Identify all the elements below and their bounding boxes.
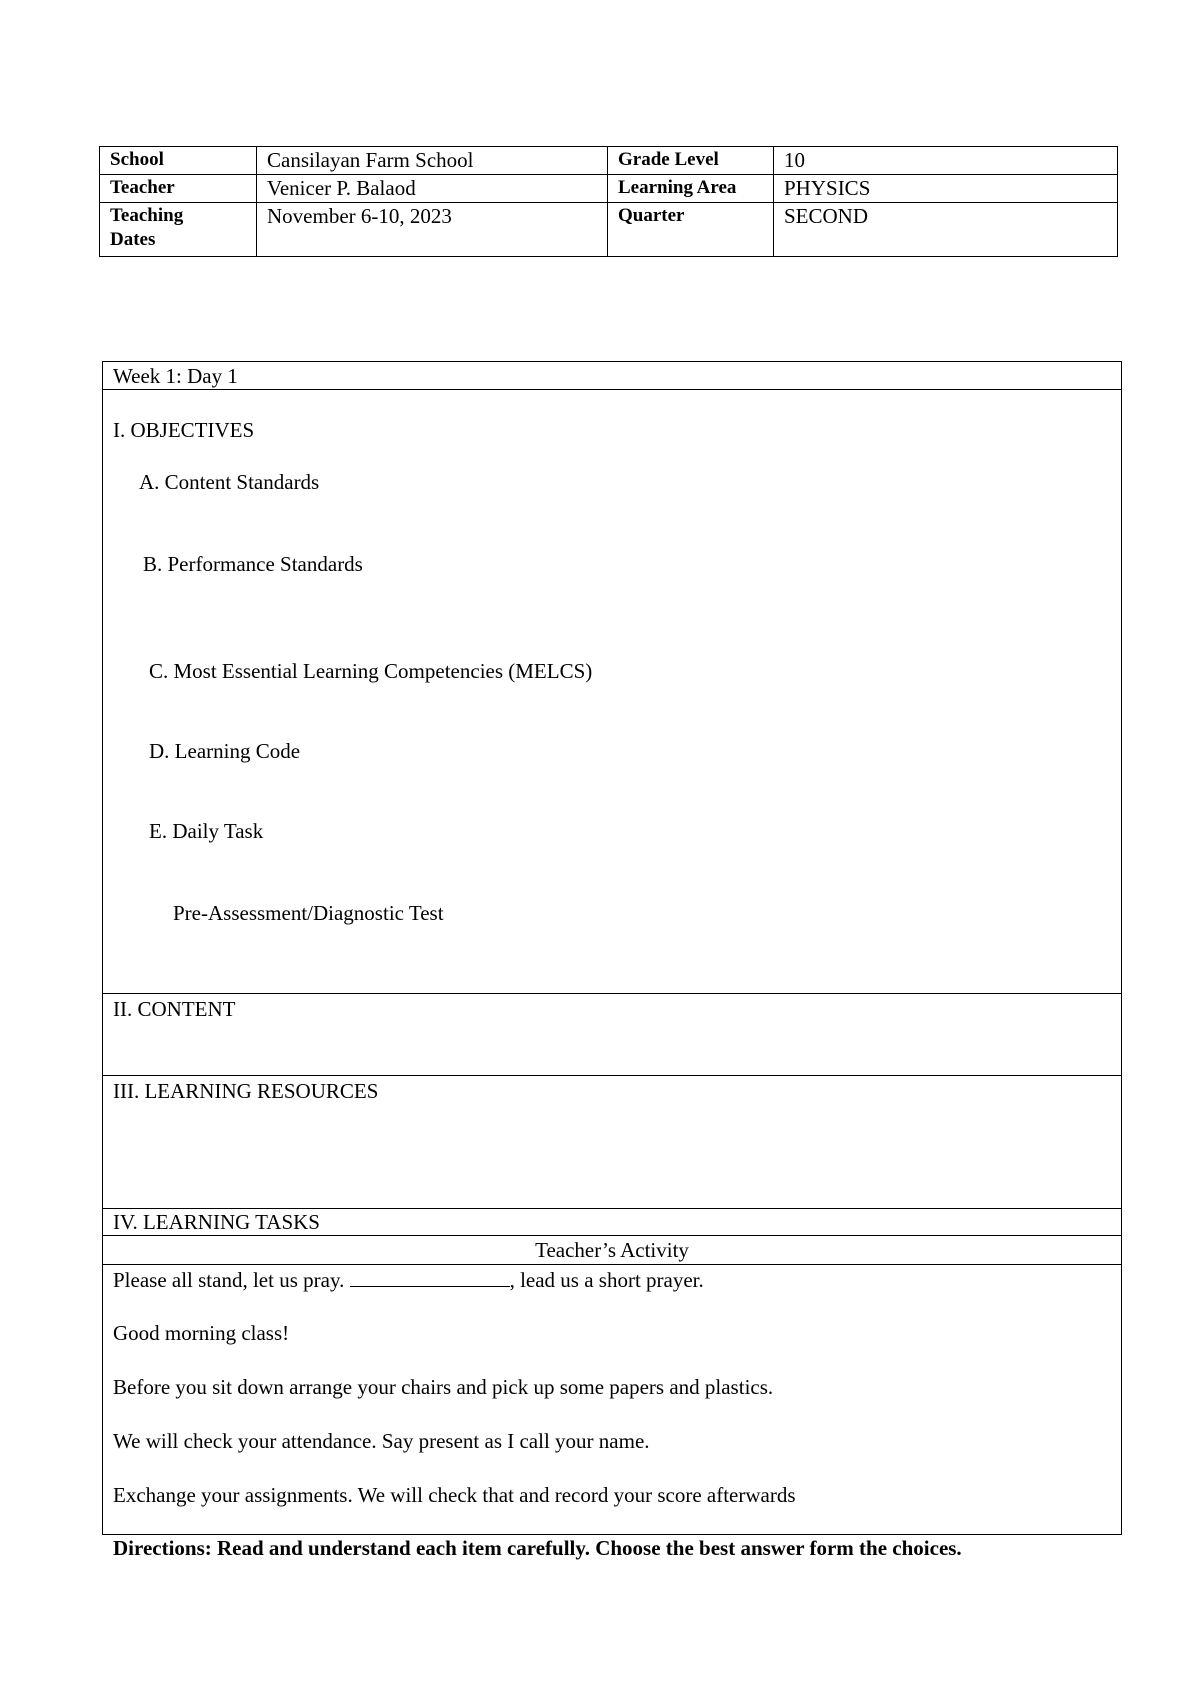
grade-level-label: Grade Level [608,147,774,175]
objectives-section [103,389,1121,994]
teaching-dates-label [100,203,257,257]
teachers-activity-row [103,1235,1121,1265]
greeting-line: Good morning class! [113,1321,290,1345]
week-day-row [103,362,1121,390]
grade-level-value: 10 [774,147,1118,175]
content-standards-label: A. Content Standards [139,470,320,494]
arrange-chairs-line: Before you sit down arrange your chairs and pick up some papers and plastics. [113,1375,774,1399]
prayer-leader-blank [350,1268,510,1287]
quarter-value: SECOND [774,203,1118,257]
prayer-line [113,1267,704,1293]
teaching-dates-value: November 6-10, 2023 [257,203,608,257]
lesson-plan-table [102,361,1122,1560]
learning-tasks-row [103,1208,1121,1236]
daily-task-label: E. Daily Task [149,819,264,843]
learning-code-label: D. Learning Code [149,739,301,763]
content-section [103,993,1121,1076]
content-heading: II. CONTENT [113,997,236,1021]
objectives-heading: I. OBJECTIVES [113,418,255,442]
attendance-line: We will check your attendance. Say present as I call your name. [113,1429,650,1453]
teachers-activity-heading: Teacher’s Activity [535,1238,689,1262]
activity-body [103,1264,1121,1560]
school-value: Cansilayan Farm School [257,147,608,175]
teacher-label: Teacher [100,175,257,203]
prayer-text-start: Please all stand, let us pray. [113,1268,345,1292]
teacher-value: Venicer P. Balaod [257,175,608,203]
header-row-teacher [100,175,1118,203]
melcs-label: C. Most Essential Learning Competencies (MELCS) [149,659,593,683]
teaching-dates-label-line1: Teaching [110,205,184,226]
header-row-school [100,147,1118,175]
learning-resources-heading: III. LEARNING RESOURCES [113,1079,379,1103]
performance-standards-label: B. Performance Standards [143,552,363,576]
directions-line: Directions: Read and understand each item carefully. Choose the best answer form the choices. [113,1536,962,1560]
learning-area-value: PHYSICS [774,175,1118,203]
header-row-dates [100,203,1118,257]
daily-task-value: Pre-Assessment/Diagnostic Test [173,901,444,925]
week-day-label: Week 1: Day 1 [113,364,238,388]
learning-tasks-heading: IV. LEARNING TASKS [113,1210,320,1234]
learning-area-label: Learning Area [608,175,774,203]
header-info-table [99,146,1118,257]
learning-resources-section [103,1075,1121,1209]
quarter-label: Quarter [608,203,774,257]
school-label: School [100,147,257,175]
assignments-line: Exchange your assignments. We will check that and record your score afterwards [113,1483,796,1507]
teaching-dates-label-line2: Dates [110,229,156,250]
prayer-text-end: , lead us a short prayer. [509,1268,704,1292]
